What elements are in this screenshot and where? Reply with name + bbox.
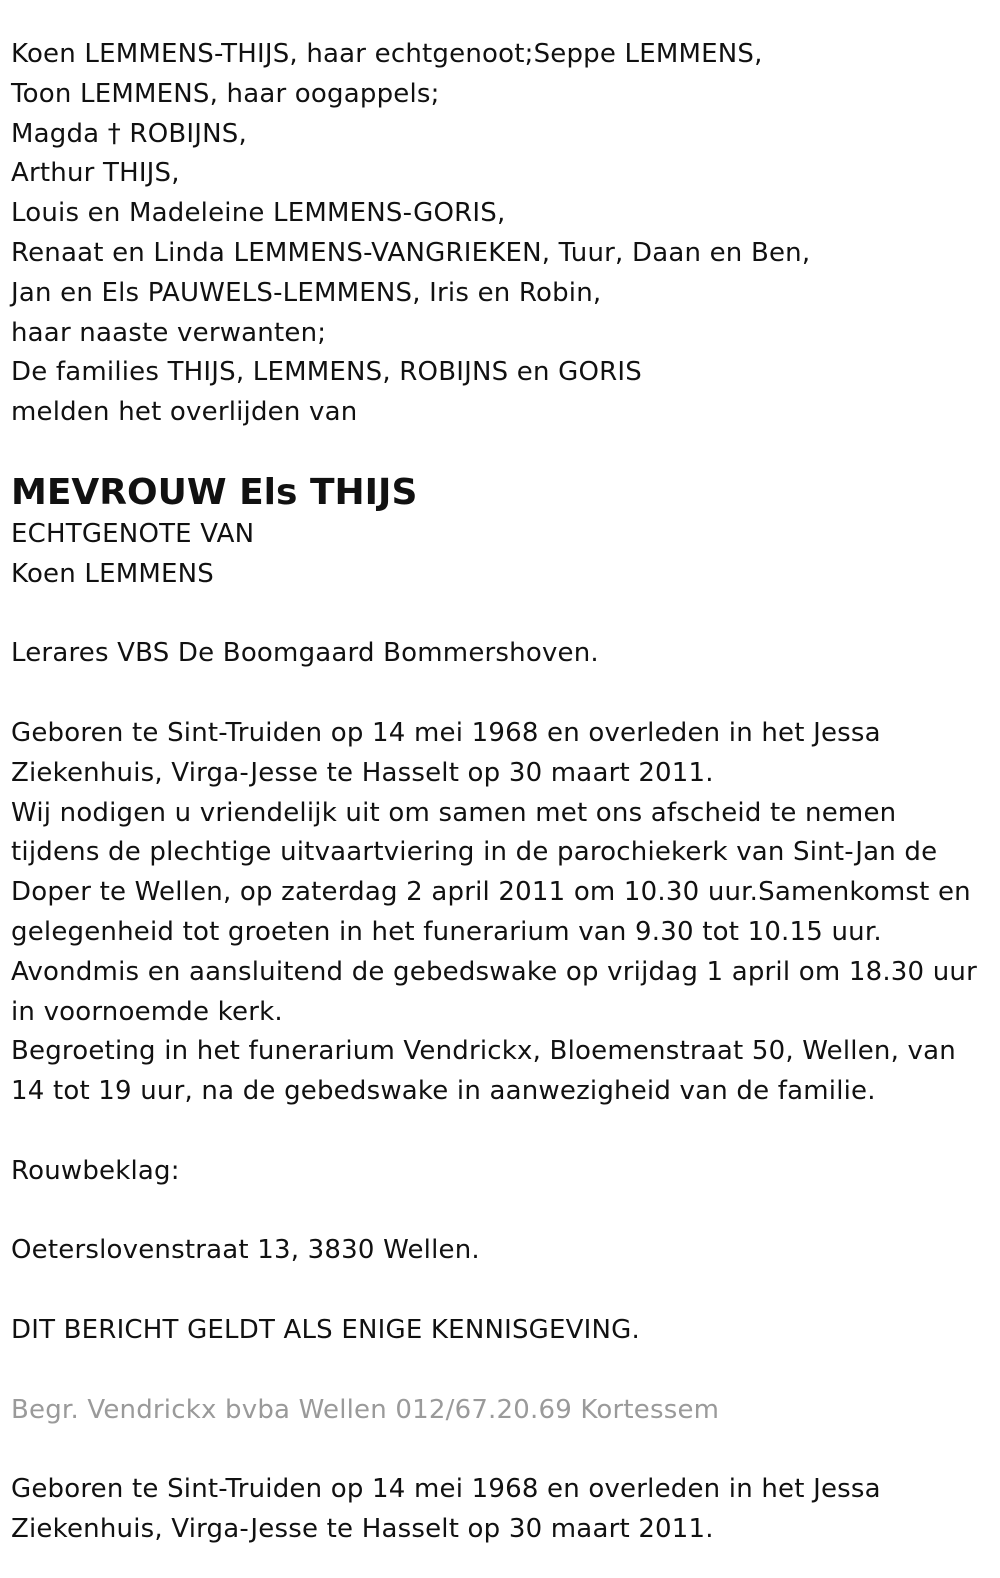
intro-line: Magda † ROBIJNS, <box>11 118 247 149</box>
intro-line: melden het overlijden van <box>11 397 358 428</box>
intro-line: haar naaste verwanten; <box>11 317 327 348</box>
spacer <box>11 674 990 714</box>
spacer <box>11 1430 990 1470</box>
spacer <box>11 1192 990 1232</box>
deceased-name: MEVROUW Els THIJS <box>11 471 418 513</box>
repeated-details <box>11 1470 990 1550</box>
spacer <box>11 595 990 635</box>
details-line: Begroeting in het funerarium Vendrickx, Bloemenstraat 50, Wellen, van <box>11 1036 956 1067</box>
intro-line: Arthur THIJS, <box>11 158 180 189</box>
details-line: Geboren te Sint-Truiden op 14 mei 1968 en overleden in het Jessa <box>11 717 881 748</box>
spacer <box>11 1271 990 1311</box>
details-line: Ziekenhuis, Virga-Jesse te Hasselt op 30 maart 2011. <box>11 757 714 788</box>
condolence-address: Oeterslovenstraat 13, 3830 Wellen. <box>11 1235 480 1266</box>
funeral-details <box>11 714 990 1112</box>
spouse-name: Koen LEMMENS <box>11 558 214 589</box>
details-line: Avondmis en aansluitend de gebedswake op vrijdag 1 april om 18.30 uur <box>11 956 977 987</box>
intro-line: De families THIJS, LEMMENS, ROBIJNS en GORIS <box>11 357 642 388</box>
details-line: 14 tot 19 uur, na de gebedswake in aanwezigheid van de familie. <box>11 1076 876 1107</box>
family-announcement <box>11 35 990 433</box>
intro-line: Jan en Els PAUWELS-LEMMENS, Iris en Robin, <box>11 277 602 308</box>
details-line: Wij nodigen u vriendelijk uit om samen met ons afscheid te nemen <box>11 797 897 828</box>
funeral-home-credit: Begr. Vendrickx bvba Wellen 012/67.20.69 Kortessem <box>11 1394 720 1425</box>
intro-line: Koen LEMMENS-THIJS, haar echtgenoot;Seppe LEMMENS, <box>11 39 763 69</box>
occupation: Lerares VBS De Boomgaard Bommershoven. <box>11 638 599 669</box>
spacer <box>11 1351 990 1391</box>
intro-line: Louis en Madeleine LEMMENS-GORIS, <box>11 198 506 229</box>
details-line: gelegenheid tot groeten in het funerarium van 9.30 tot 10.15 uur. <box>11 916 882 947</box>
details-line: Doper te Wellen, op zaterdag 2 april 2011 om 10.30 uur.Samenkomst en <box>11 877 971 908</box>
repeat-line: Ziekenhuis, Virga-Jesse te Hasselt op 30 maart 2011. <box>11 1513 714 1544</box>
condolence-label: Rouwbeklag: <box>11 1155 180 1186</box>
intro-line: Renaat en Linda LEMMENS-VANGRIEKEN, Tuur, Daan en Ben, <box>11 237 811 268</box>
relation-label: ECHTGENOTE VAN <box>11 518 255 549</box>
notice-text: DIT BERICHT GELDT ALS ENIGE KENNISGEVING. <box>11 1314 640 1345</box>
details-line: in voornoemde kerk. <box>11 996 283 1027</box>
details-line: tijdens de plechtige uitvaartviering in de parochiekerk van Sint-Jan de <box>11 837 938 868</box>
spacer <box>11 433 990 463</box>
spacer <box>11 1112 990 1152</box>
repeat-line: Geboren te Sint-Truiden op 14 mei 1968 en overleden in het Jessa <box>11 1474 881 1505</box>
intro-line: Toon LEMMENS, haar oogappels; <box>11 78 440 109</box>
